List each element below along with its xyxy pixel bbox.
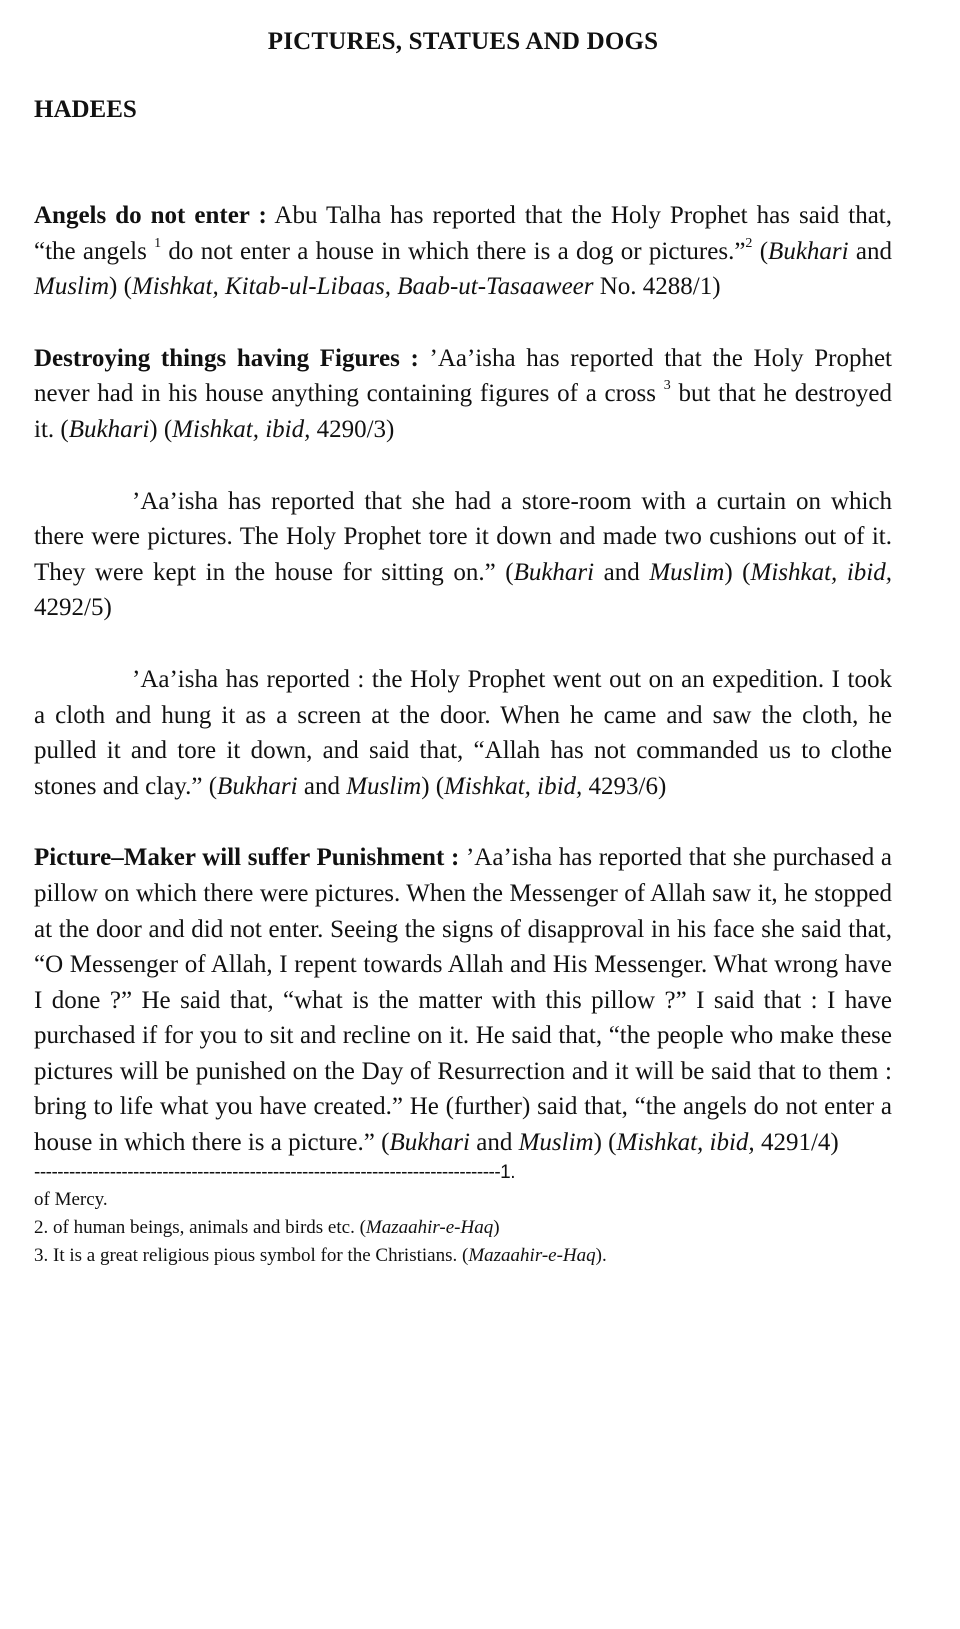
hadith-paragraph-figures: Destroying things having Figures : ’Aa’isha has reported that the Holy Prophet never had in his house anything containing figures of a cross $^3$ but that he destroyed it. (Bukhari) (Mishkat, ibid, 4290/3): [34, 344, 892, 443]
hadith-paragraph-curtain: ’Aa’isha has reported that she had a store-room with a curtain on which there were pictures. The Holy Prophet tore it down and made two cushions out of it. They were kept in the house for sitting on.” (Bukhari and Muslim) (Mishkat, ibid, 4292/5): [34, 487, 892, 622]
page-title: PICTURES, STATUES AND DOGS: [267, 28, 659, 55]
footnote-ref: 1: [154, 235, 162, 251]
footnote-ref: 2: [745, 235, 753, 251]
footnote-3: 3. It is a great religious pious symbol for the Christians. (Mazaahir-e-Haq).: [34, 1244, 607, 1266]
hadith-paragraph-cloth: ’Aa’isha has reported : the Holy Prophet went out on an expedition. I took a cloth and hung it as a screen at the door. When he came and saw the cloth, he pulled it and tore it down, and said that, “Allah has not commanded us to clothe stones and clay.” (Bukhari and Muslim) (Mishkat, ibid, 4293/6): [34, 665, 892, 800]
hadith-paragraph-angels: Angels do not enter : Abu Talha has reported that the Holy Prophet has said that, “the angels $^1$ do not enter a house in which there is a dog or pictures.”$^2$ (Bukhari and Muslim) (Mishkat, Kitab-ul-Libaas, Baab-ut-Tasaaweer No. 4288/1): [34, 202, 892, 301]
section-heading: HADEES: [34, 96, 137, 123]
footnote-2: 2. of human beings, animals and birds etc. (Mazaahir-e-Haq): [34, 1216, 500, 1238]
hadith-paragraph-picture-maker: Picture–Maker will suffer Punishment : ’Aa’isha has reported that she purchased a pillow on which there were pictures. When the Messenger of Allah saw it, he stopped at the door and did not enter. Seeing the signs of disapproval in his face she said that, “O Messenger of Allah, I repent towards Allah and His Messenger. What wrong have I done ?” He said that, “what is the matter with this pillow ?” I said that : I have purchased if for you to sit and recline on it. He said that, “the people who make these pictures will be punished on the Day of Resurrection and it will be said that to them : bring to life what you have created.” He (further) said that, “the angels do not enter a house in which there is a picture.” (Bukhari and Muslim) (Mishkat, ibid, 4291/4): [34, 844, 892, 1157]
footnote-1: of Mercy.: [34, 1188, 108, 1210]
paragraph-lead: Destroying things having Figures :: [34, 344, 419, 372]
footnote-separator: --------------------------------------------------------------------------------1.: [34, 1161, 516, 1183]
document-page: [34, 22, 892, 1270]
paragraph-lead: Picture–Maker will suffer Punishment :: [34, 844, 460, 872]
paragraph-lead: Angels do not enter :: [34, 202, 267, 229]
footnote-ref: 3: [663, 378, 671, 394]
